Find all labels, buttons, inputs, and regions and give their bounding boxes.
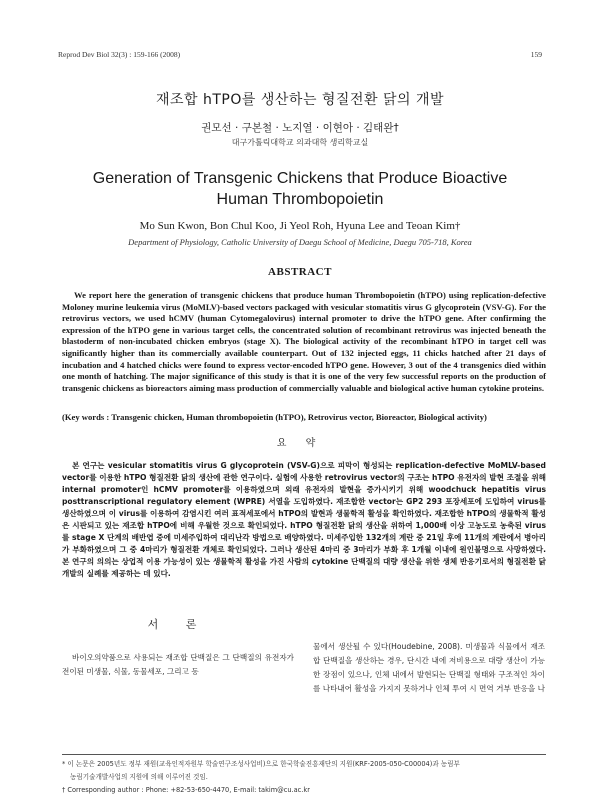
- introduction-heading: 서 론: [147, 618, 209, 631]
- korean-title: 재조합 hTPO를 생산하는 형질전환 닭의 개발: [155, 92, 445, 108]
- korean-abstract-heading: 요 약: [276, 438, 324, 449]
- journal-citation: Reprod Dev Biol 32(3) : 159-166 (2008): [58, 50, 181, 59]
- english-title-line-1: Generation of Transgenic Chickens that Produce Bioactive: [92, 170, 508, 187]
- english-title-line-2: Human Thrombopoietin: [216, 191, 384, 208]
- introduction-left-column: 바이오의약품으로 사용되는 재조합 단백질은 그 단백질의 유전자가 전이된 미생물, 식물, 동물세포, 그리고 동: [62, 653, 294, 676]
- introduction-right-column: 물에서 생산될 수 있다(Houdebine, 2008). 미생물과 식물에서 재조합 단백질을 생산하는 경우, 단시간 내에 저비용으로 대량 생산이 가능한 장점이 있으나, 인체 내에서 발현되는 단백질 형태와 구조적인 차이를 나타내어 활성을 가지지 못하거나 인체 투여 시 면역 거부 반응을 나: [313, 642, 545, 693]
- footnote-funding: * 이 논문은 2005년도 정부 재원(교육인적자원부 학술연구조성사업비)으로 한국학술진흥재단의 지원(KRF-2005-050-C00004)과 농림부: [62, 760, 460, 768]
- korean-abstract-text: 본 연구는 vesicular stomatitis virus G glycoprotein (VSV-G)으로 피막이 형성되는 replication-defective MoMLV-based vector를 이용한 hTPO 형질전환 닭의 생산에 관한 연구이다. 실험에 사용한 retrovirus vector의 구조는 hTPO 유전자의 발현 조절을 위해 internal promoter인 hCMV promoter를 이용하였으며 외래 유전자의 발현을 증가시키기 위해 woodchuck hepatitis virus posttranscriptional regulatory element (WPRE) 서열을 도입하였다. 재조합한 vector는 GP2 293 포장세포에 도입하여 virus를 생산하였으며 이 virus를 이용하여 감염시킨 여러 표적세포에서 hTPO의 발현과 생물학적 활성을 확인하였다. 재조합한 hTPO의 생물학적 활성은 시판되고 있는 재조합 hTPO에 비해 우월한 것으로 확인되었다. hTPO 형질전환 닭의 생산을 위하여 1,000배 이상 고농도로 농축된 virus를 stage X 단계의 배반엽 중에 미세주입하여 대리난각 방법으로 배양하였다. 미세주입한 132개의 계란 중 21일 후에 11개의 계란에서 병아리가 부화하였으며 그 중 4마리가 형질전환 개체로 확인되었다. 그러나 생산된 4마리 중 3마리가 부화 후 1개월 이내에 원인불명으로 사망하였다. 본 연구의 의의는 상업적 이용 가능성이 있는 생물학적 활성을 가진 사람의 cytokine 단백질의 대량 생산을 위한 생체 반응기로서의 형질전환 닭 개발의 실례를 제공하는 데 있다.: [62, 461, 546, 578]
- abstract-text: We report here the generation of transgenic chickens that produce human Thrombopoietin (hTPO) using replication-defective Moloney murine leukemia virus (MoMLV)-based vectors packaged with vesicular stomatitis virus G glycoprotein (VSV-G). For the retrovirus vectors, we used hCMV (human Cytomegalovirus) internal promoter to drive the hTPO gene. After confirming the expression of the hTPO gene in various target cells, the concentrated solution of recombinant retrovirus was injected beneath the blastoderm of non-incubated chicken embryos (stage X). The biological activity of the recombinant hTPO in target cell was significantly higher than its commercially available counterpart. Out of 132 injected eggs, 11 chicks hatched after 21 days of incubation and 4 hatched chicks were found to express vector-encoded hTPO gene. However, 3 out of the 4 transgenics died within one month of hatching. The major significance of this study is that it is one of the very few successful reports on the production of transgenic chickens as bioreactors aiming mass production of commercially valuable and biological active human cytokine proteins.: [62, 290, 546, 393]
- page-number: 159: [530, 50, 542, 59]
- english-affiliation: Department of Physiology, Catholic University of Daegu School of Medicine, Daegu 705-718, Korea: [128, 237, 472, 247]
- footnote-funding-cont: 농림기술개발사업의 지원에 의해 이루어진 것임.: [70, 773, 208, 781]
- english-authors: Mo Sun Kwon, Bon Chul Koo, Ji Yeol Roh, Hyuna Lee and Teoan Kim†: [139, 220, 461, 232]
- english-title: [0, 168, 600, 210]
- keywords: (Key words : Transgenic chicken, Human thrombopoietin (hTPO), Retrovirus vector, Bioreactor, Biological activity): [62, 412, 487, 422]
- footnote-corresponding-author: † Corresponding author : Phone: +82-53-650-4470, E-mail: takim@cu.ac.kr: [62, 786, 310, 794]
- korean-affiliation: 대구가톨릭대학교 의과대학 생리학교실: [231, 138, 369, 147]
- korean-authors: 권모선 · 구본철 · 노지열 · 이현아 · 김태완†: [201, 122, 399, 134]
- footnotes: [62, 758, 546, 797]
- abstract-heading: ABSTRACT: [268, 266, 332, 278]
- footnote-divider: [62, 754, 546, 755]
